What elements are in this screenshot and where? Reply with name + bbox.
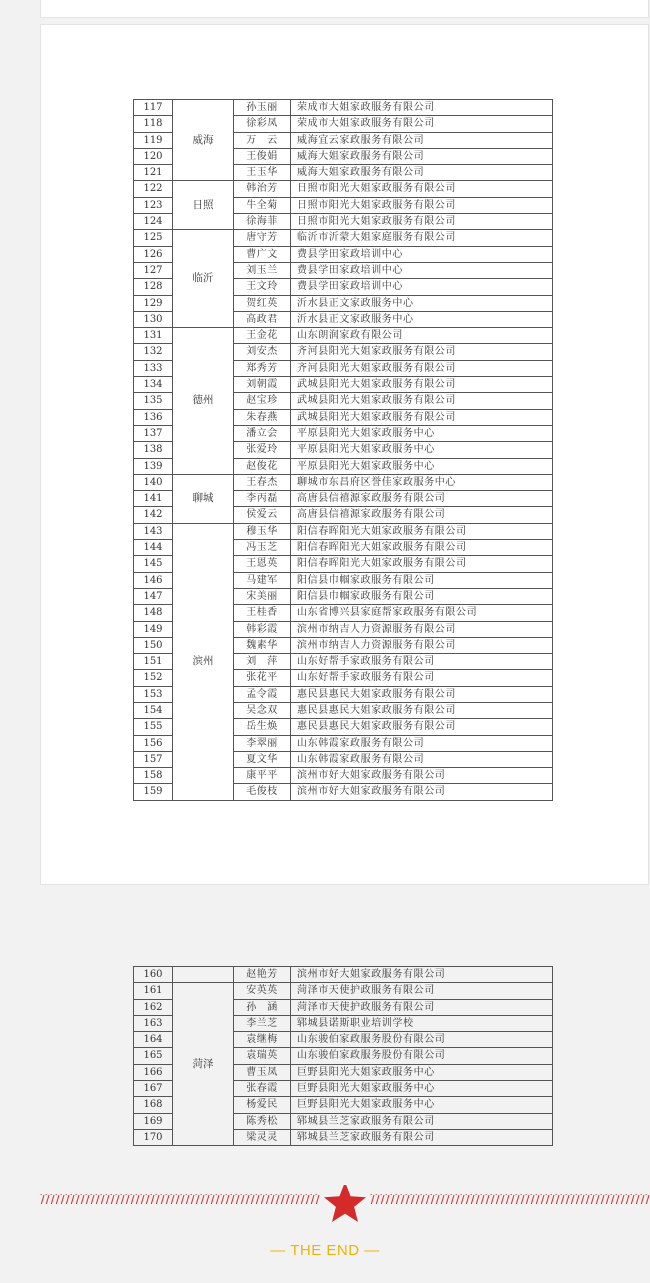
company-name: 武城县阳光大姐家政服务有限公司 [291,393,553,409]
person-name: 王金花 [234,328,291,344]
person-name: 王俊娟 [234,148,291,164]
person-name: 孙 涵 [234,999,291,1015]
company-name: 沂水县正文家政服务中心 [291,295,553,311]
row-number: 149 [134,621,173,637]
person-name: 曹广文 [234,246,291,262]
row-number: 129 [134,295,173,311]
row-number: 151 [134,654,173,670]
company-name: 武城县阳光大姐家政服务有限公司 [291,377,553,393]
person-name: 王文玲 [234,279,291,295]
company-name: 滨州市纳吉人力资源服务有限公司 [291,621,553,637]
row-number: 169 [134,1113,173,1129]
company-name: 山东朗润家政有限公司 [291,328,553,344]
row-number: 158 [134,768,173,784]
row-number: 153 [134,686,173,702]
the-end-label: — THE END — [270,1242,380,1259]
company-name: 日照市阳光大姐家政服务有限公司 [291,181,553,197]
person-name: 袁继梅 [234,1032,291,1048]
list-table-2 [133,966,553,1146]
row-number: 133 [134,360,173,376]
table-row [134,328,553,344]
row-number: 166 [134,1064,173,1080]
company-name: 威海大姐家政服务有限公司 [291,148,553,164]
row-number: 122 [134,181,173,197]
row-number: 159 [134,784,173,800]
row-number: 118 [134,116,173,132]
person-name: 赵宝珍 [234,393,291,409]
row-number: 130 [134,311,173,327]
row-number: 154 [134,702,173,718]
row-number: 161 [134,983,173,999]
person-name: 陈秀松 [234,1113,291,1129]
person-name: 刘玉兰 [234,262,291,278]
company-name: 日照市阳光大姐家政服务有限公司 [291,214,553,230]
company-name: 惠民县惠民大姐家政服务有限公司 [291,702,553,718]
person-name: 贺红英 [234,295,291,311]
row-number: 167 [134,1081,173,1097]
company-name: 临沂市沂蒙大姐家庭服务有限公司 [291,230,553,246]
person-name: 韩治芳 [234,181,291,197]
company-name: 郓城县兰芝家政服务有限公司 [291,1129,553,1145]
person-name: 唐守芳 [234,230,291,246]
company-name: 荣成市大姐家政服务有限公司 [291,116,553,132]
company-name: 巨野县阳光大姐家政服务中心 [291,1081,553,1097]
company-name: 山东骏伯家政服务股份有限公司 [291,1048,553,1064]
row-number: 146 [134,572,173,588]
company-name: 郓城县诺斯职业培训学校 [291,1015,553,1031]
company-name: 阳信春晖阳光大姐家政服务有限公司 [291,556,553,572]
company-name: 阳信县巾帼家政服务有限公司 [291,572,553,588]
company-name: 费县学田家政培训中心 [291,279,553,295]
company-name: 菏泽市天使护政服务有限公司 [291,999,553,1015]
city-cell: 聊城 [173,474,234,523]
row-number: 144 [134,540,173,556]
row-number: 162 [134,999,173,1015]
row-number: 136 [134,409,173,425]
row-number: 126 [134,246,173,262]
company-name: 巨野县阳光大姐家政服务中心 [291,1064,553,1080]
person-name: 侯爱云 [234,507,291,523]
company-name: 平原县阳光大姐家政服务中心 [291,442,553,458]
row-number: 155 [134,719,173,735]
row-number: 157 [134,751,173,767]
star-icon [324,1185,366,1222]
company-name: 威海宜云家政服务有限公司 [291,132,553,148]
person-name: 朱春燕 [234,409,291,425]
table-row [134,100,553,116]
row-number: 164 [134,1032,173,1048]
city-cell: 滨州 [173,523,234,800]
company-name: 齐河县阳光大姐家政服务有限公司 [291,360,553,376]
company-name: 滨州市好大姐家政服务有限公司 [291,784,553,800]
row-number: 123 [134,197,173,213]
company-name: 郓城县兰芝家政服务有限公司 [291,1113,553,1129]
row-number: 165 [134,1048,173,1064]
city-cell: 日照 [173,181,234,230]
company-name: 山东韩霞家政服务有限公司 [291,751,553,767]
row-number: 170 [134,1129,173,1145]
person-name: 曹玉凤 [234,1064,291,1080]
person-name: 郑秀芳 [234,360,291,376]
company-name: 菏泽市天使护政服务有限公司 [291,983,553,999]
person-name: 康平平 [234,768,291,784]
row-number: 168 [134,1097,173,1113]
row-number: 127 [134,262,173,278]
person-name: 魏素华 [234,637,291,653]
company-name: 山东好帮手家政服务有限公司 [291,654,553,670]
person-name: 赵俊花 [234,458,291,474]
table-row [134,181,553,197]
row-number: 121 [134,165,173,181]
person-name: 王玉华 [234,165,291,181]
person-name: 张花平 [234,670,291,686]
company-name: 阳信县巾帼家政服务有限公司 [291,588,553,604]
company-name: 惠民县惠民大姐家政服务有限公司 [291,719,553,735]
company-name: 山东骏伯家政服务股份有限公司 [291,1032,553,1048]
company-name: 平原县阳光大姐家政服务中心 [291,458,553,474]
person-name: 韩彩霞 [234,621,291,637]
row-number: 141 [134,491,173,507]
person-name: 王春杰 [234,474,291,490]
person-name: 李丙磊 [234,491,291,507]
company-name: 惠民县惠民大姐家政服务有限公司 [291,686,553,702]
row-number: 134 [134,377,173,393]
company-name: 巨野县阳光大姐家政服务中心 [291,1097,553,1113]
row-number: 139 [134,458,173,474]
row-number: 131 [134,328,173,344]
row-number: 132 [134,344,173,360]
row-number: 142 [134,507,173,523]
row-number: 119 [134,132,173,148]
person-name: 王恩英 [234,556,291,572]
company-name: 平原县阳光大姐家政服务中心 [291,425,553,441]
list-table-1 [133,99,553,801]
company-name: 高唐县信禧源家政服务有限公司 [291,491,553,507]
person-name: 安英英 [234,983,291,999]
company-name: 日照市阳光大姐家政服务有限公司 [291,197,553,213]
city-cell: 菏泽 [173,983,234,1146]
person-name: 夏文华 [234,751,291,767]
company-name: 沂水县正文家政服务中心 [291,311,553,327]
person-name: 牛全菊 [234,197,291,213]
city-cell-empty [173,967,234,983]
row-number: 156 [134,735,173,751]
person-name: 李兰芝 [234,1015,291,1031]
city-cell: 威海 [173,100,234,181]
person-name: 杨爱民 [234,1097,291,1113]
company-name: 威海大姐家政服务有限公司 [291,165,553,181]
company-name: 聊城市东昌府区誉佳家政服务中心 [291,474,553,490]
row-number: 150 [134,637,173,653]
company-name: 滨州市纳吉人力资源服务有限公司 [291,637,553,653]
divider-hatch-left [40,1194,320,1204]
person-name: 吴念双 [234,702,291,718]
company-name: 山东省博兴县家庭帮家政服务有限公司 [291,605,553,621]
row-number: 135 [134,393,173,409]
row-number: 148 [134,605,173,621]
person-name: 梁灵灵 [234,1129,291,1145]
person-name: 毛俊枝 [234,784,291,800]
person-name: 赵艳芳 [234,967,291,983]
row-number: 152 [134,670,173,686]
row-number: 147 [134,588,173,604]
row-number: 124 [134,214,173,230]
row-number: 140 [134,474,173,490]
person-name: 徐海菲 [234,214,291,230]
company-name: 费县学田家政培训中心 [291,262,553,278]
company-name: 滨州市好大姐家政服务有限公司 [291,967,553,983]
row-number: 120 [134,148,173,164]
person-name: 孟令霞 [234,686,291,702]
person-name: 宋美丽 [234,588,291,604]
company-name: 齐河县阳光大姐家政服务有限公司 [291,344,553,360]
table-row [134,474,553,490]
person-name: 王桂香 [234,605,291,621]
person-name: 徐彩凤 [234,116,291,132]
row-number: 163 [134,1015,173,1031]
person-name: 穆玉华 [234,523,291,539]
person-name: 万 云 [234,132,291,148]
footer-divider [0,1185,650,1225]
company-name: 阳信春晖阳光大姐家政服务有限公司 [291,523,553,539]
row-number: 128 [134,279,173,295]
person-name: 张爱玲 [234,442,291,458]
person-name: 张春霞 [234,1081,291,1097]
person-name: 刘朝霞 [234,377,291,393]
previous-card [40,0,649,18]
person-name: 袁瑞英 [234,1048,291,1064]
row-number: 125 [134,230,173,246]
person-name: 刘 萍 [234,654,291,670]
row-number: 160 [134,967,173,983]
table-row [134,983,553,999]
company-name: 滨州市好大姐家政服务有限公司 [291,768,553,784]
table-row [134,523,553,539]
company-name: 山东韩霞家政服务有限公司 [291,735,553,751]
company-name: 费县学田家政培训中心 [291,246,553,262]
table-row [134,967,553,983]
company-name: 武城县阳光大姐家政服务有限公司 [291,409,553,425]
divider-hatch-right [370,1194,650,1204]
row-number: 117 [134,100,173,116]
company-name: 荣成市大姐家政服务有限公司 [291,100,553,116]
row-number: 138 [134,442,173,458]
table-row [134,230,553,246]
row-number: 145 [134,556,173,572]
city-cell: 临沂 [173,230,234,328]
row-number: 137 [134,425,173,441]
company-name: 山东好帮手家政服务有限公司 [291,670,553,686]
row-number: 143 [134,523,173,539]
person-name: 岳生焕 [234,719,291,735]
person-name: 马建军 [234,572,291,588]
person-name: 孙玉丽 [234,100,291,116]
city-cell: 德州 [173,328,234,475]
company-name: 高唐县信禧源家政服务有限公司 [291,507,553,523]
person-name: 刘安杰 [234,344,291,360]
person-name: 李翠丽 [234,735,291,751]
person-name: 冯玉芝 [234,540,291,556]
company-name: 阳信春晖阳光大姐家政服务有限公司 [291,540,553,556]
person-name: 高政君 [234,311,291,327]
person-name: 潘立会 [234,425,291,441]
